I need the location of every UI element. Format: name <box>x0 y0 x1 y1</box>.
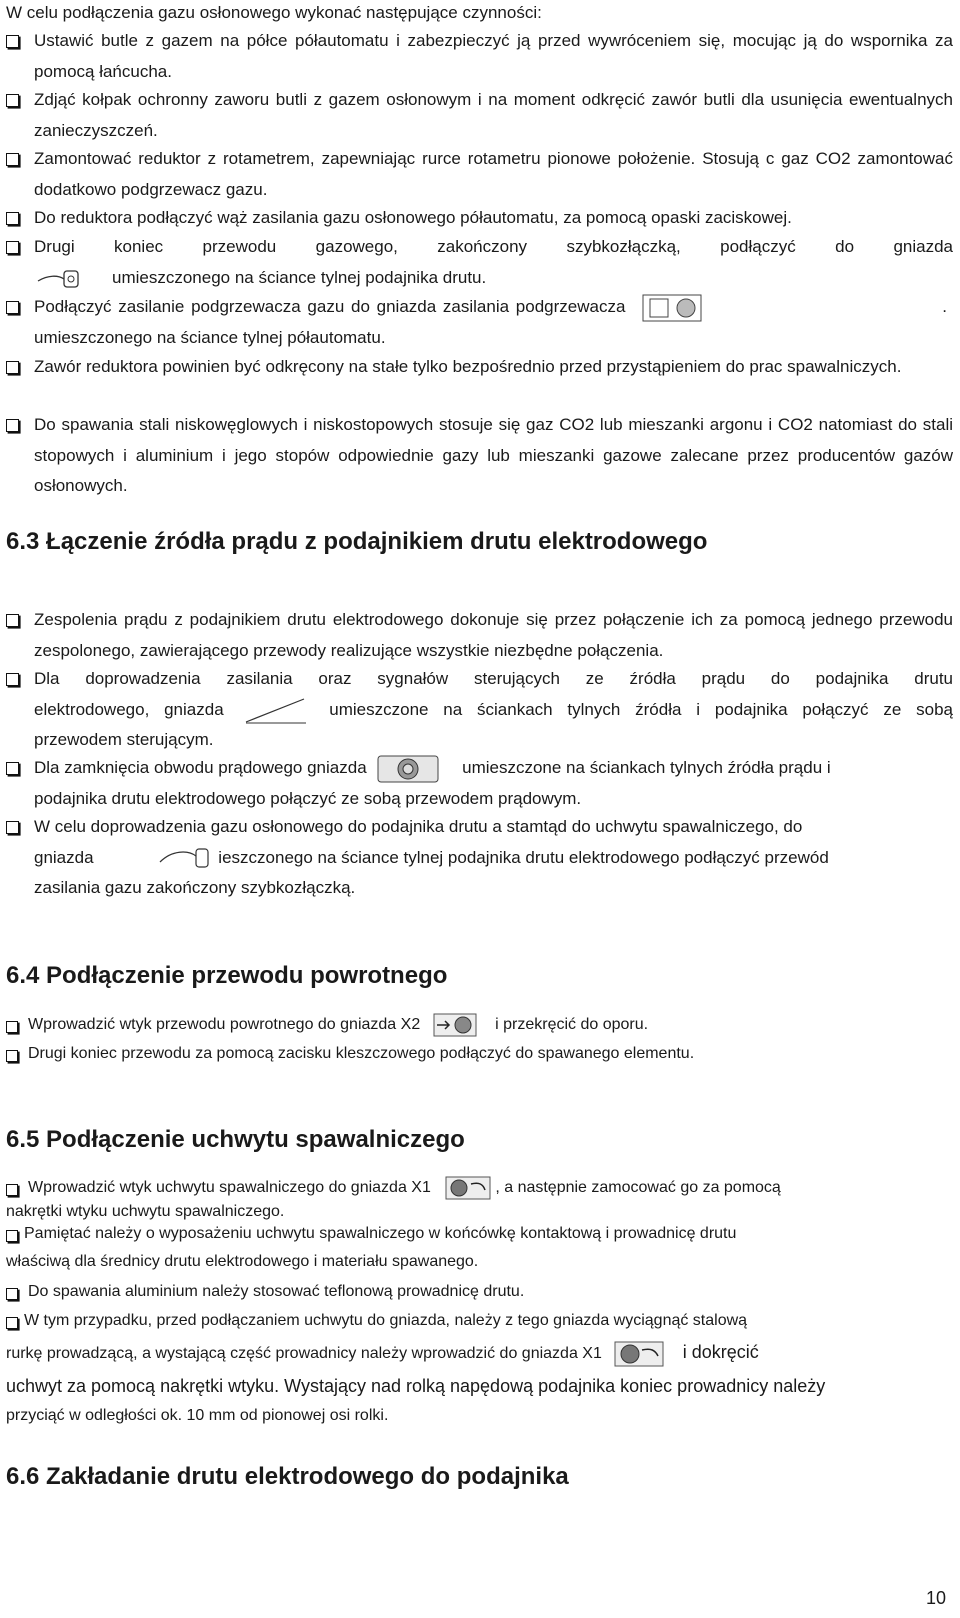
power-socket-icon <box>377 755 439 783</box>
list-item-continuation: właściwą dla średnicy drutu elektrodowego i materiału spawanego. <box>6 1253 479 1270</box>
list-item: Podłączyć zasilanie podgrzewacza gazu do gniazda zasilania podgrzewacza . umieszczonego na ściance tylnej półautomatu. <box>6 292 953 353</box>
list-item: Zawór reduktora powinien być odkręcony na stałe tylko bezpośrednio przed przystąpieniem do prac spawalniczych. <box>6 352 953 383</box>
list-item-continuation: przyciąć w odległości ok. 10 mm od pionowej osi rolki. <box>6 1407 389 1424</box>
checkbox-bullet-icon <box>6 361 19 374</box>
list-item: W celu doprowadzenia gazu osłonowego do podajnika drutu a stamtąd do uchwytu spawalniczego, do gniazda ieszczonego na ściance tylnej podajnika drutu elektrodowego podłączyć przewód zasilania gazu zakończony szybkozłączką. <box>6 812 953 904</box>
checkbox-bullet-icon <box>6 614 19 627</box>
socket-x1-icon <box>445 1176 491 1200</box>
list-item: Wprowadzić wtyk przewodu powrotnego do gniazda X2 i przekręcić do oporu. <box>6 1011 953 1039</box>
list-item-continuation: uchwyt za pomocą nakrętki wtyku. Wystający nad rolką napędową podajnika koniec prowadnicy należy <box>6 1376 826 1396</box>
list-item: Drugi koniec przewodu gazowego, zakończony szybkozłączką, podłączyć do gniazda umieszczonego na ściance tylnej podajnika drutu. <box>6 232 953 293</box>
list-item: Zamontować reduktor z rotametrem, zapewniając rurce rotametru pionowe położenie. Stosują c gaz CO2 zamontować dodatkowo podgrzewacz gazu. <box>6 144 953 205</box>
list-item: W tym przypadku, przed podłączaniem uchwytu do gniazda, należy z tego gniazda wyciągnąć stalową <box>6 1307 953 1335</box>
section-heading-6-3: 6.3 Łączenie źródła prądu z podajnikiem drutu elektrodowego <box>6 528 708 555</box>
socket-x1-icon <box>614 1341 664 1367</box>
list-item: Zdjąć kołpak ochronny zaworu butli z gazem osłonowym i na moment odkręcić zawór butli dla usunięcia ewentualnych zanieczyszczeń. <box>6 85 953 146</box>
checkbox-bullet-icon <box>6 94 19 107</box>
checkbox-bullet-icon <box>6 241 19 254</box>
checkbox-bullet-icon <box>6 301 19 314</box>
list-item-continuation: nakrętki wtyku uchwytu spawalniczego. <box>6 1203 285 1220</box>
list-item-continuation: rurkę prowadzącą, a wystającą część prowadnicy należy wprowadzić do gniazda X1 i dokręcić <box>6 1337 936 1369</box>
checkbox-bullet-icon <box>6 1050 18 1062</box>
list-item: Do spawania stali niskowęglowych i niskostopowych stosuje się gaz CO2 lub mieszanki argonu i CO2 natomiast do stali stopowych i aluminium i jego stopów odpowiednie gazy lub mieszanki gazowe zalecane przez producentów gazów osłonowych. <box>6 410 953 502</box>
socket-x2-icon <box>433 1013 477 1037</box>
list-item: Ustawić butle z gazem na półce półautomatu i zabezpieczyć ją przed wywróceniem się, mocując ją do wspornika za pomocą łańcucha. <box>6 26 953 87</box>
checkbox-bullet-icon <box>6 1317 18 1329</box>
checkbox-bullet-icon <box>6 1184 18 1196</box>
list-item: Do spawania aluminium należy stosować teflonową prowadnicę drutu. <box>6 1278 953 1306</box>
gas-quick-coupler-socket-icon <box>158 844 218 872</box>
checkbox-bullet-icon <box>6 1288 18 1300</box>
checkbox-bullet-icon <box>6 1230 18 1242</box>
checkbox-bullet-icon <box>6 153 19 166</box>
intro-text: W celu podłączenia gazu osłonowego wykonać następujące czynności: <box>6 3 542 22</box>
checkbox-bullet-icon <box>6 762 19 775</box>
list-item: Do reduktora podłączyć wąż zasilania gazu osłonowego półautomatu, za pomocą opaski zaciskowej. <box>6 203 953 234</box>
checkbox-bullet-icon <box>6 212 19 225</box>
list-item: Dla doprowadzenia zasilania oraz sygnałów sterujących ze źródła prądu do podajnika drutu elektrodowego, gniazda umieszczone na ściankach tylnych źródła i podajnika połączyć ze sobą przewodem sterującym. <box>6 664 953 756</box>
checkbox-bullet-icon <box>6 1021 18 1033</box>
list-item: Wprowadzić wtyk uchwytu spawalniczego do gniazda X1 , a następnie zamocować go za pomocą <box>6 1174 953 1202</box>
checkbox-bullet-icon <box>6 419 19 432</box>
section-heading-6-5: 6.5 Podłączenie uchwytu spawalniczego <box>6 1126 465 1153</box>
heater-power-socket-icon <box>642 294 702 322</box>
control-socket-icon <box>244 696 308 724</box>
list-item: Zespolenia prądu z podajnikiem drutu elektrodowego dokonuje się przez połączenie ich za pomocą jednego przewodu zespolonego, zawierającego przewody realizujące wszystkie niezbędne połączenia. <box>6 605 953 666</box>
list-item: Pamiętać należy o wyposażeniu uchwytu spawalniczego w końcówkę kontaktową i prowadnicę drutu <box>6 1220 953 1248</box>
section-heading-6-4: 6.4 Podłączenie przewodu powrotnego <box>6 962 448 989</box>
page-number: 10 <box>925 1588 946 1608</box>
checkbox-bullet-icon <box>6 673 19 686</box>
list-item: Drugi koniec przewodu za pomocą zacisku kleszczowego podłączyć do spawanego elementu. <box>6 1040 953 1068</box>
section-heading-6-6: 6.6 Zakładanie drutu elektrodowego do podajnika <box>6 1463 569 1490</box>
list-item: Dla zamknięcia obwodu prądowego gniazda umieszczone na ściankach tylnych źródła prądu i podajnika drutu elektrodowego połączyć ze sobą przewodem prądowym. <box>6 753 953 814</box>
gas-quick-coupler-socket-icon <box>34 265 106 291</box>
checkbox-bullet-icon <box>6 35 19 48</box>
checkbox-bullet-icon <box>6 821 19 834</box>
